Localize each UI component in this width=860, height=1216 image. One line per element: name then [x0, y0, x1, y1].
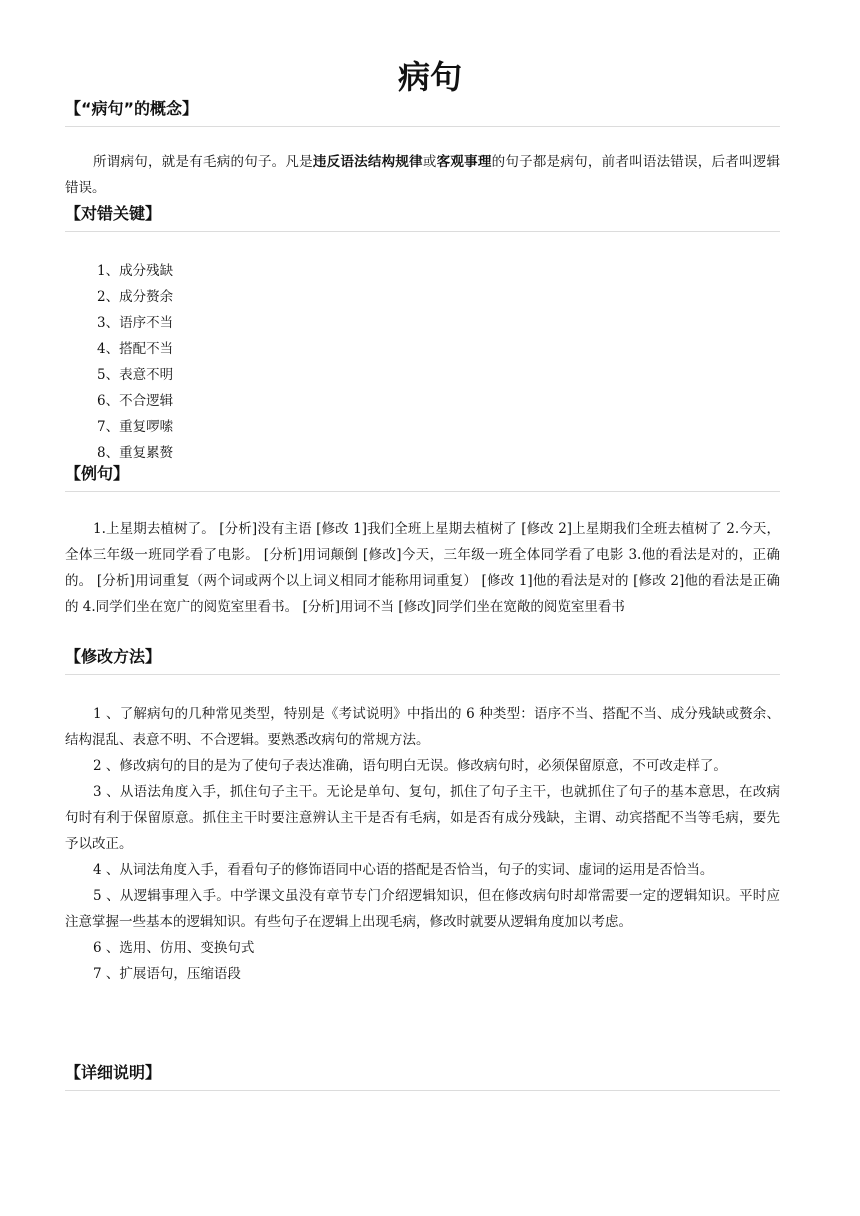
methods-list: [65, 701, 780, 987]
method-paragraph: 4 、从词法角度入手，看看句子的修饰语同中心语的搭配是否恰当，句子的实词、虚词的运用是否恰当。: [93, 862, 714, 878]
concept-text-b: 或: [422, 154, 437, 170]
concept-bold-logic: 客观事理: [436, 154, 492, 170]
list-item: 6、不合逻辑: [97, 393, 174, 409]
list-item: 3、语序不当: [97, 315, 174, 331]
list-item: 8、重复累赘: [97, 445, 174, 461]
section-examples: [65, 463, 780, 620]
concept-text-a: 所谓病句，就是有毛病的句子。凡是: [93, 154, 313, 170]
method-paragraph: 5 、从逻辑事理入手。中学课文虽没有章节专门介绍逻辑知识，但在修改病句时却常需要一定的逻辑知识。平时应注意掌握一些基本的逻辑知识。有些句子在逻辑上出现毛病，修改时就要从逻辑角度加以考虑。: [65, 888, 780, 930]
concept-paragraph: [65, 149, 780, 201]
list-item: 7、重复啰嗦: [97, 419, 174, 435]
section-concept: [65, 98, 780, 201]
examples-paragraph: 1.上星期去植树了。 [分析]没有主语 [修改 1]我们全班上星期去植树了 [修改 2]上星期我们全班去植树了 2.今天，全体三年级一班同学看了电影。 [分析]用词颠倒 [修改]今天，三年级一班全体同学看了电影 3.他的看法是对的，正确的。 [分析]用词重复（两个词或两个以上词义相同才能称用词重复） [修改 1]他的看法是对的 [修改 2]他的看法是正确的 4.同学们坐在宽广的阅览室里看书。 [分析]用词不当 [修改]同学们坐在宽敞的阅览室里看书: [65, 521, 780, 615]
method-paragraph: 1 、了解病句的几种常见类型，特别是《考试说明》中指出的 6 种类型：语序不当、搭配不当、成分残缺或赘余、结构混乱、表意不明、不合逻辑。要熟悉改病句的常规方法。: [65, 706, 780, 748]
list-item: 4、搭配不当: [97, 341, 174, 357]
list-item: 2、成分赘余: [97, 289, 174, 305]
concept-text-c: 的句子都是病句，前者叫语法错误，后者叫逻辑错误。: [65, 154, 781, 196]
method-paragraph: 2 、修改病句的目的是为了使句子表达准确，语句明白无误。修改病句时，必须保留原意，不可改走样了。: [93, 758, 727, 774]
method-paragraph: 3 、从语法角度入手，抓住句子主干。无论是单句、复句，抓住了句子主干，也就抓住了句子的基本意思，在改病句时有利于保留原意。抓住主干时要注意辨认主干是否有毛病，如是否有成分残缺，主谓、动宾搭配不当等毛病，要先予以改正。: [65, 784, 780, 852]
list-item: 1、成分残缺: [97, 263, 174, 279]
section-heading-methods: 【修改方法】: [65, 646, 780, 675]
section-keys: [65, 203, 780, 466]
method-paragraph: 7 、扩展语句，压缩语段: [93, 966, 241, 982]
keys-list: [65, 258, 780, 466]
list-item: 5、表意不明: [97, 367, 174, 383]
section-heading-concept: 【“病句”的概念】: [65, 98, 780, 127]
section-details: [65, 1062, 780, 1091]
page-title: 病句: [397, 58, 462, 96]
section-heading-examples: 【例句】: [65, 463, 780, 492]
section-heading-keys: 【对错关键】: [65, 203, 780, 232]
method-paragraph: 6 、选用、仿用、变换句式: [93, 940, 255, 956]
concept-bold-grammar: 违反语法结构规律: [312, 154, 423, 170]
section-methods: [65, 646, 780, 987]
section-heading-details: 【详细说明】: [65, 1062, 780, 1091]
